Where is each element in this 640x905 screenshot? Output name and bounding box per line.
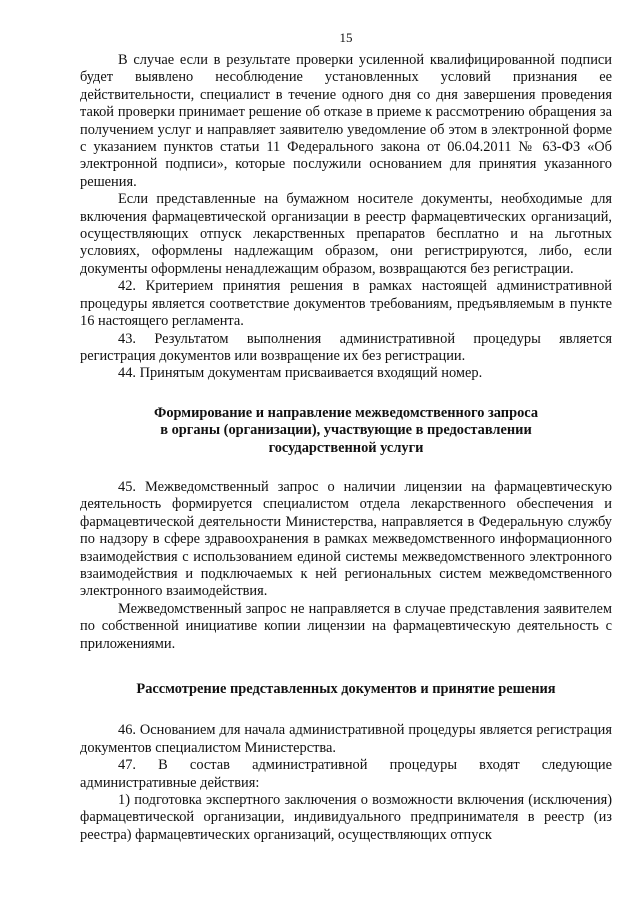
paragraph-44: 44. Принятым документам присваивается входящий номер.: [118, 365, 483, 382]
section-heading-review-documents: Рассмотрение представленных документов и принятие решения: [136, 681, 556, 697]
paragraph-request-not-sent: Межведомственный запрос не направляется в случае представления заявителем по собственной инициативе копии лицензии на фармацевтическую деятельность с приложениями.: [80, 600, 612, 652]
paragraph-43: 43. Результатом выполнения административной процедуры является регистрация документов или возвращение их без регистрации.: [80, 330, 612, 364]
paragraph-46: 46. Основанием для начала административной процедуры является регистрация документов специалистом Министерства.: [80, 722, 612, 756]
heading-line-2: в органы (организации), участвующие в предоставлении: [160, 422, 532, 439]
page-number: 15: [339, 30, 353, 45]
section-heading-interagency-request: [80, 405, 612, 457]
heading-line-3: государственной услуги: [268, 439, 424, 456]
paragraph-paper-documents: Если представленные на бумажном носителе документы, необходимые для включения фармацевтической организации в реестр фармацевтических организаций, осуществляющих отпуск лекарственных препаратов бесплатно и на льготных условиях, оформлены надлежащим образом, они регистрируются, либо, если документы оформлены ненадлежащим образом, возвращаются без регистрации.: [80, 191, 612, 277]
paragraph-47: 47. В состав административной процедуры входят следующие административные действия:: [80, 757, 612, 791]
heading-line-1: Формирование и направление межведомственного запроса: [153, 404, 539, 421]
paragraph-47-item-1: 1) подготовка экспертного заключения о возможности включения (исключения) фармацевтической организации, индивидуального предпринимателя в реестр (из реестра) фармацевтических организаций, осуществляющих отпуск: [80, 792, 612, 843]
paragraph-45: 45. Межведомственный запрос о наличии лицензии на фармацевтическую деятельность формируется специалистом отдела лекарственного обеспечения и фармацевтической деятельности Министерства, направляется в Федеральную службу по надзору в сфере здравоохранения в рамках межведомственного информационного взаимодействия с использованием единой системы межведомственного электронного взаимодействия и подключаемых к ней региональных систем межведомственного электронного взаимодействия.: [80, 478, 612, 600]
paragraph-signature-check: В случае если в результате проверки усиленной квалифицированной подписи будет выявлено несоблюдение установленных условий признания ее действительности, специалист в течение одного дня со дня завершения проведения такой проверки принимает решение об отказе в приеме к рассмотрению обращения за получением услуг и направляет заявителю уведомление об этом в электронной форме с указанием пунктов статьи 11 Федерального закона от 06.04.2011 № 63-ФЗ «Об электронной подписи», которые послужили основанием для принятия указанного решения.: [80, 52, 612, 190]
paragraph-42: 42. Критерием принятия решения в рамках настоящей административной процедуры является соответствие документов требованиям, предъявляемым в пункте 16 настоящего регламента.: [80, 278, 612, 330]
